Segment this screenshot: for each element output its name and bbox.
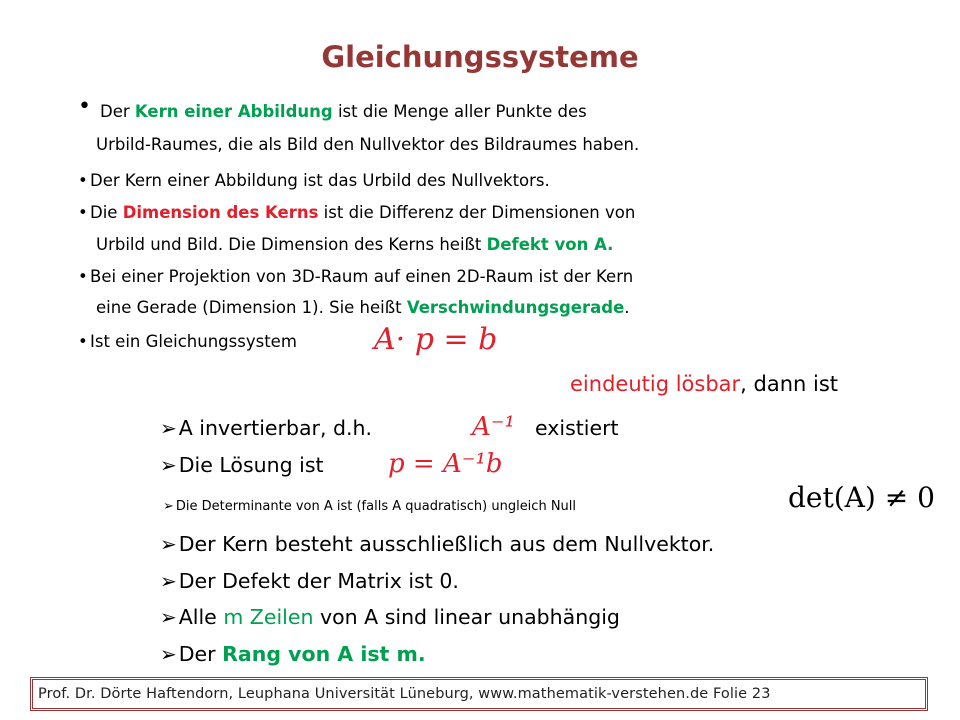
arrow-bullet-icon: ➢ [160,605,177,629]
consequence-text: Die Lösung ist [178,453,324,477]
formula-determinant: det(A) ≠ 0 [788,481,935,514]
bullet-icon: • [78,171,88,190]
consequence-text: Der [178,642,223,666]
condition-text: , dann ist [740,372,839,396]
formula-solution: p = A⁻¹b [388,449,503,479]
consequence-text: A invertierbar, d.h. [178,416,373,440]
consequence-text: Alle [178,605,224,629]
arrow-bullet-icon: ➢ [163,499,174,514]
footer-text: Prof. Dr. Dörte Haftendorn, Leuphana Universität Lüneburg, www.mathematik-verstehen.de Folie 23 [38,686,771,702]
consequence-text: von A sind linear unabhängig [313,605,620,629]
bullet-5: Ist ein Gleichungssystem [90,332,297,351]
term-dimension: Dimension des Kerns [122,203,319,222]
bullet-3-line-1 [90,203,635,222]
consequence-7 [160,642,426,666]
slide-title: Gleichungssysteme [321,40,639,74]
arrow-bullet-icon: ➢ [160,532,177,556]
term-m-zeilen: m Zeilen [223,605,314,629]
arrow-bullet-icon: ➢ [160,569,177,593]
consequence-2 [160,453,324,477]
consequence-text: Die Determinante von A ist (falls A quadratisch) ungleich Null [175,499,577,514]
term-eindeutig-loesbar: eindeutig lösbar [570,372,741,396]
consequence-6 [160,605,620,629]
bullet-text: Der [100,102,135,121]
bullet-text: Urbild und Bild. Die Dimension des Kerns heißt [96,235,487,254]
bullet-2: Der Kern einer Abbildung ist das Urbild des Nullvektors. [90,171,550,190]
bullet-icon: • [78,203,88,222]
term-defekt: Defekt von A. [486,235,614,254]
bullet-3-line-2 [96,235,613,254]
arrow-bullet-icon: ➢ [160,453,177,477]
bullet-icon: • [78,94,91,119]
bullet-text: Die [90,203,123,222]
formula-a-p-b: A· p = b [374,322,498,357]
bullet-text: eine Gerade (Dimension 1). Sie heißt [96,298,407,317]
arrow-bullet-icon: ➢ [160,642,177,666]
consequence-4 [160,532,714,556]
bullet-4-line-2 [96,298,630,317]
bullet-4-line-1: Bei einer Projektion von 3D-Raum auf einen 2D-Raum ist der Kern [90,267,634,286]
term-verschwindungsgerade: Verschwindungsgerade [406,298,625,317]
bullet-icon: • [78,332,88,351]
bullet-1-line-1 [100,102,587,121]
bullet-text: ist die Differenz der Dimensionen von [318,203,636,222]
consequence-3 [163,499,576,514]
consequence-1 [160,416,372,440]
term-rang: Rang von A ist m. [222,642,426,666]
bullet-1-line-2: Urbild-Raumes, die als Bild den Nullvektor des Bildraumes haben. [96,135,640,154]
consequence-text: Der Defekt der Matrix ist 0. [178,569,459,593]
formula-a-inverse: A⁻¹ [472,412,515,442]
bullet-icon: • [78,267,88,286]
consequence-text: Der Kern besteht ausschließlich aus dem Nullvektor. [178,532,715,556]
arrow-bullet-icon: ➢ [160,416,177,440]
term-kern: Kern einer Abbildung [134,102,333,121]
bullet-text: . [624,298,630,317]
condition-line [570,372,838,396]
bullet-text: ist die Menge aller Punkte des [332,102,587,121]
consequence-1-post: existiert [535,416,619,440]
consequence-5 [160,569,459,593]
